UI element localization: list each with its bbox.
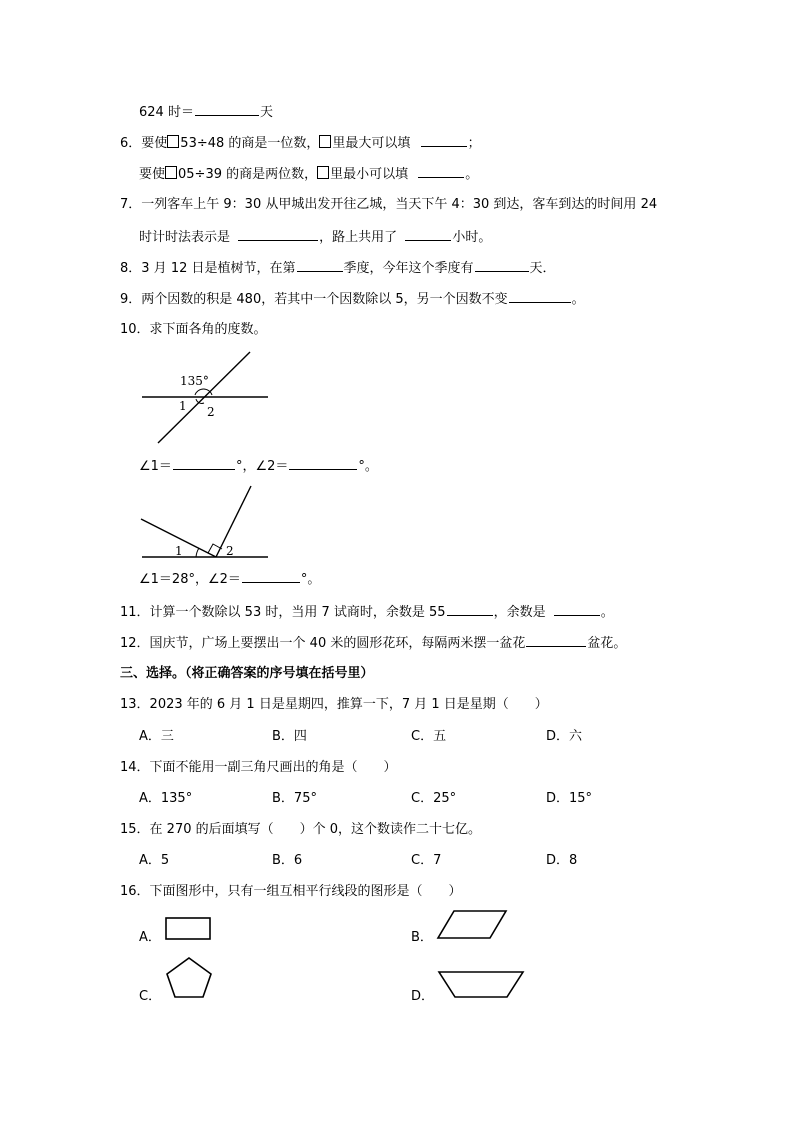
q10-number: 10．: [120, 322, 150, 337]
q11-text-a: 计算一个数除以 53 时，当用 7 试商时，余数是 55: [149, 605, 446, 620]
q7-text-3: ，路上共用了: [319, 230, 398, 245]
q6-end-1: ；: [467, 136, 481, 151]
q10-ans2-text-a: ∠1＝28°，∠2＝: [139, 572, 241, 587]
q6-text-d: 要使: [139, 167, 166, 182]
q6-box-2: [319, 135, 331, 148]
section-3-heading: 三、选择。（将正确答案的序号填在括号里）: [120, 666, 374, 681]
q11-text-b: ，余数是: [493, 605, 546, 620]
q13-option-c[interactable]: C．五: [411, 729, 447, 744]
fig2-label-2: 2: [226, 544, 234, 558]
q9-number: 9．: [120, 292, 142, 307]
q5-answer-blank[interactable]: [195, 103, 259, 116]
q5-prefix: 624 时＝: [139, 105, 194, 120]
q8-number: 8．: [120, 261, 142, 276]
q11-text-c: 。: [600, 605, 614, 620]
q11-answer-blank-2[interactable]: [554, 603, 600, 616]
q9-text-a: 两个因数的积是 480，若其中一个因数除以 5，另一个因数不变: [141, 292, 508, 307]
q10-ans1-text-a: ∠1＝: [139, 459, 172, 474]
q6-text-b: 53÷48 的商是一位数，: [180, 136, 320, 151]
q6-text-c: 里最大可以填: [332, 136, 411, 151]
q7-text-4: 小时。: [452, 230, 492, 245]
q7-text-2: 时计时法表示是: [139, 230, 231, 245]
q10-ans1-text-b: °，∠2＝: [235, 459, 289, 474]
q6-box-4: [317, 166, 329, 179]
q10-text: 求下面各角的度数。: [149, 322, 267, 337]
q10-answer-2: [139, 570, 320, 589]
q8-text-c: 天．: [529, 261, 556, 276]
q5-tail: [139, 103, 273, 122]
q14-option-b[interactable]: B．75°: [272, 791, 317, 806]
q15-option-d[interactable]: D．8: [546, 853, 578, 868]
q10-ans2-text-b: °。: [300, 572, 321, 587]
q7-number: 7．: [120, 197, 142, 212]
q6-answer-blank-2[interactable]: [418, 165, 464, 178]
q16-option-b[interactable]: B．: [411, 930, 433, 945]
fig2-angle-arc: [196, 548, 199, 557]
fig2-label-1: 1: [175, 544, 183, 558]
q11-line: [120, 603, 614, 622]
q10-answer-blank-3[interactable]: [242, 570, 300, 583]
q8-text-b: 季度，今年这个季度有: [343, 261, 474, 276]
q6-box-3: [165, 166, 177, 179]
q12-line: [120, 634, 626, 653]
q14-option-a[interactable]: A．135°: [139, 791, 193, 806]
q10-answer-blank-2[interactable]: [289, 457, 357, 470]
q6-line1: [120, 134, 481, 153]
q8-answer-blank-1[interactable]: [297, 259, 343, 272]
q6-text-a: 要使: [141, 136, 168, 151]
q7-line1: [120, 196, 657, 214]
q10-answer-blank-1[interactable]: [173, 457, 235, 470]
q13-text: 2023 年的 6 月 1 日是星期四，推算一下，7 月 1 日是星期（ ）: [149, 697, 548, 712]
q8-line: [120, 259, 556, 278]
q12-text-b: 盆花。: [587, 636, 627, 651]
q10-line: [120, 321, 267, 339]
q15-number: 15．: [120, 822, 150, 837]
q13-option-a[interactable]: A．三: [139, 729, 174, 744]
fig1-label-1: 1: [179, 399, 187, 413]
q9-line: [120, 290, 585, 309]
q9-text-b: 。: [571, 292, 585, 307]
q14-line: [120, 759, 397, 777]
q16-line: [120, 883, 462, 901]
q16-pentagon-shape: [163, 955, 215, 1001]
q12-text-a: 国庆节，广场上要摆出一个 40 米的圆形花环，每隔两米摆一盆花: [149, 636, 526, 651]
q8-text-a: 3 月 12 日是植树节，在第: [141, 261, 296, 276]
q15-option-c[interactable]: C．7: [411, 853, 442, 868]
q6-text-f: 里最小可以填: [330, 167, 409, 182]
q9-answer-blank[interactable]: [509, 290, 571, 303]
q13-line: [120, 696, 548, 714]
q16-parallelogram-shape: [436, 908, 510, 942]
q13-number: 13．: [120, 697, 150, 712]
q6-text-e: 05÷39 的商是两位数，: [178, 167, 318, 182]
q16-rectangle-shape: [164, 916, 214, 942]
q15-line: [120, 821, 481, 839]
q7-text-1: 一列客车上午 9：30 从甲城出发开往乙城，当天下午 4：30 到达，客车到达的时间用 24: [141, 197, 658, 212]
q14-number: 14．: [120, 760, 150, 775]
q14-option-d[interactable]: D．15°: [546, 791, 593, 806]
q6-box-1: [167, 135, 179, 148]
q16-number: 16．: [120, 884, 150, 899]
q10-answer-1: [139, 457, 378, 476]
q7-line2: [139, 228, 491, 247]
q16-option-c[interactable]: C．: [139, 989, 162, 1004]
q10-figure-2: [138, 482, 278, 562]
q16-text: 下面图形中，只有一组互相平行线段的图形是（ ）: [149, 884, 462, 899]
q10-ans1-text-c: °。: [358, 459, 378, 474]
q15-option-a[interactable]: A．5: [139, 853, 170, 868]
q16-option-a[interactable]: A．: [139, 930, 161, 945]
q15-option-b[interactable]: B．6: [272, 853, 303, 868]
fig1-angle-label: 135°: [180, 374, 209, 388]
q11-answer-blank-1[interactable]: [447, 603, 493, 616]
q6-end-2: 。: [465, 167, 479, 182]
q14-text: 下面不能用一副三角尺画出的角是（ ）: [149, 760, 397, 775]
q6-number: 6．: [120, 136, 142, 151]
q5-suffix: 天: [259, 105, 273, 120]
q16-trapezoid-shape: [437, 969, 527, 1001]
q13-option-b[interactable]: B．四: [272, 729, 307, 744]
q8-answer-blank-2[interactable]: [475, 259, 529, 272]
q12-number: 12．: [120, 636, 150, 651]
q13-option-d[interactable]: D．六: [546, 729, 583, 744]
q14-option-c[interactable]: C．25°: [411, 791, 457, 806]
q6-answer-blank-1[interactable]: [421, 134, 467, 147]
q12-answer-blank[interactable]: [526, 634, 586, 647]
q10-figure-1: [138, 348, 278, 448]
q7-answer-blank-1[interactable]: [238, 228, 318, 241]
q11-number: 11．: [120, 605, 150, 620]
fig1-label-2: 2: [207, 405, 215, 419]
q7-answer-blank-2[interactable]: [405, 228, 451, 241]
q6-line2: [139, 165, 478, 184]
q16-option-d[interactable]: D．: [411, 989, 435, 1004]
q15-text: 在 270 的后面填写（ ）个 0，这个数读作二十七亿。: [149, 822, 482, 837]
